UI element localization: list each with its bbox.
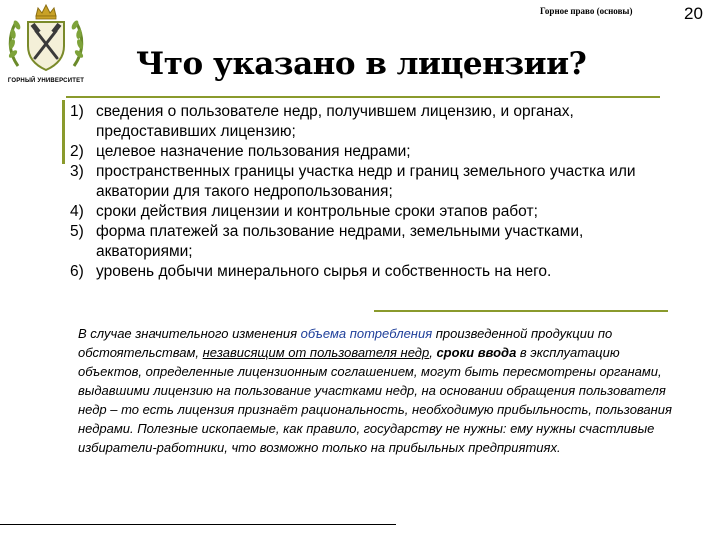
note-text: , [429,345,437,360]
item-text: сведения о пользователе недр, получившем лицензию, и органах, предоставивших лицензию; [96,103,574,140]
item-text: сроки действия лицензии и контрольные сроки этапов работ; [96,203,538,220]
university-logo [4,2,84,90]
note-text: в эксплуатацию объектов, определенные лицензионным соглашением, могут быть пересмотрены органами, выдавшими лицензию на пользование участками недр, на основании обращения пользователя недр – то есть лицензия признаёт рациональность, необходимую прибыльность, пользования недрами. Полезные ископаемые, как правило, государству не нужны: ему нужны счастливые избиратели-работники, что возможно только на прибыльных предприятиях. [78,345,672,455]
left-accent-bar [62,100,65,164]
course-subtitle: Горное право (основы) [540,6,633,16]
list-item [70,162,670,202]
list-item [70,102,670,142]
item-number: 1) [70,103,84,120]
item-number: 2) [70,143,84,160]
item-number: 4) [70,203,84,220]
bottom-rule [0,524,396,525]
license-items-list [70,102,670,282]
list-item [70,262,670,282]
item-number: 3) [70,163,84,180]
note-highlight-volume: объема потребления [300,326,433,341]
slide-title: Что указано в лицензии? [136,46,587,82]
item-text: целевое назначение пользования недрами; [96,143,411,160]
note-text: В случае значительного изменения [78,326,301,341]
note-underlined-phrase: независящим от пользователя недр [202,345,430,360]
list-item [70,142,670,162]
note-text: произведенной продукции по обстоятельствам, [78,326,613,360]
note-paragraph [78,324,682,457]
item-number: 5) [70,223,84,240]
item-text: пространственных границы участка недр и границ земельного участка или акватории для такого недропользования; [96,163,636,200]
crossed-hammers-emblem-icon [4,2,88,78]
title-divider [66,96,660,98]
list-item [70,202,670,222]
note-bold-terms: сроки ввода [436,345,517,360]
section-divider [374,310,668,312]
item-number: 6) [70,263,84,280]
logo-caption: ГОРНЫЙ УНИВЕРСИТЕТ [7,78,85,84]
item-text: форма платежей за пользование недрами, земельными участками, акваториями; [96,223,584,260]
item-text: уровень добычи минерального сырья и собственность на него. [96,263,552,280]
page-number: 20 [684,4,703,23]
list-item [70,222,670,262]
